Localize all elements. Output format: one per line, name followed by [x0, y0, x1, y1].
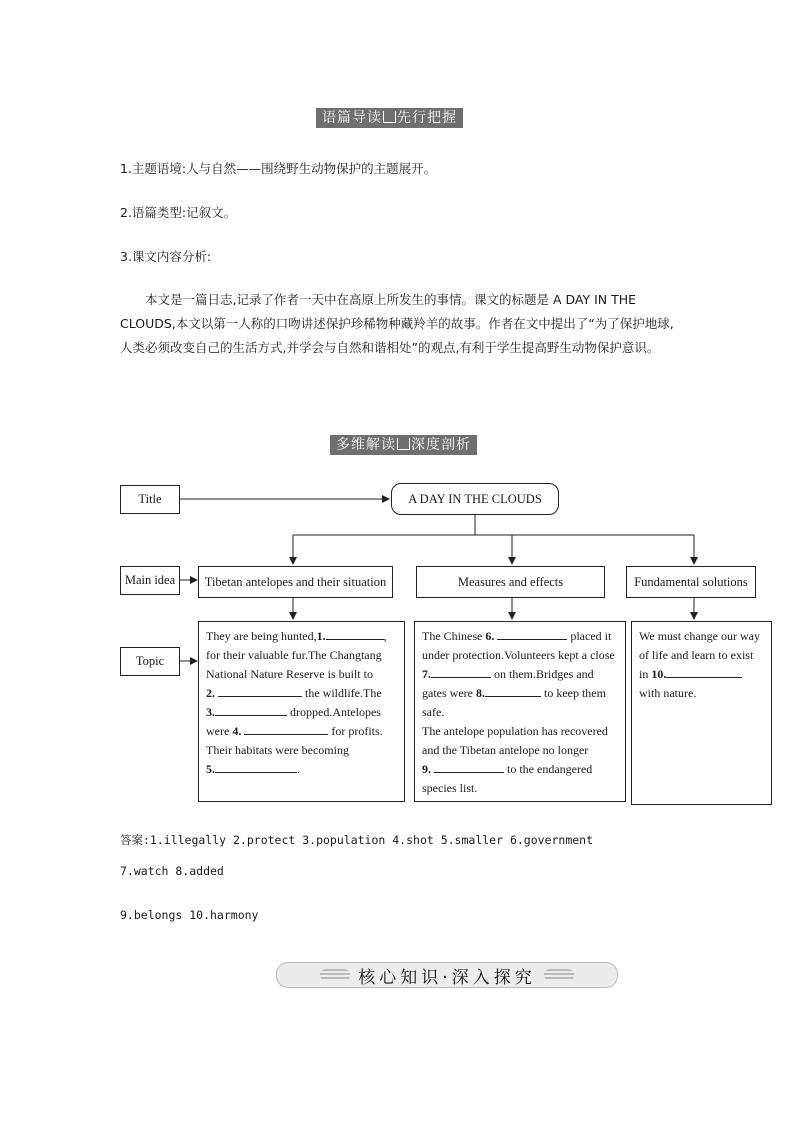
- title-label-box: Title: [120, 485, 180, 514]
- blank-number-2: 2.: [206, 686, 215, 700]
- section-title-pill: [276, 962, 618, 988]
- banner-right-text: 深度剖析: [411, 437, 471, 453]
- answer-blank-2[interactable]: [218, 684, 302, 697]
- topic-label-box: Topic: [120, 647, 180, 676]
- blank-number-4: 4.: [232, 724, 242, 738]
- answers-line-2: 7.watch 8.added: [120, 864, 224, 878]
- blank-number-1: 1.: [316, 629, 326, 643]
- banner-right-text: 先行把握: [397, 110, 457, 126]
- answer-blank-3[interactable]: [215, 703, 287, 716]
- answers-line-1: 答案:1.illegally 2.protect 3.population 4.shot 5.smaller 6.government: [120, 833, 594, 847]
- answer-blank-8[interactable]: [485, 684, 541, 697]
- intro-item-2: 2.语篇类型:记叙文。: [120, 205, 237, 220]
- intro-item-3: 3.课文内容分析:: [120, 249, 212, 264]
- decorative-stripes-right: [544, 969, 574, 981]
- answer-blank-9[interactable]: [434, 760, 504, 773]
- col1-heading-box: Tibetan antelopes and their situation: [198, 566, 393, 598]
- intro-item-1: 1.主题语境:人与自然——围绕野生动物保护的主题展开。: [120, 161, 437, 176]
- answers-line-3: 9.belongs 10.harmony: [120, 908, 259, 922]
- blank-number-8: 8.: [475, 686, 485, 700]
- blank-number-6: 6.: [485, 629, 495, 643]
- topic-box-situation: They are being hunted,1. , for their valuable fur.The Changtang National Nature Reserve is built to 2. the wildlife.The 3. dropped.Antelopes were 4. for profits. Their habitats were becoming 5. .: [198, 621, 405, 802]
- blank-number-3: 3.: [206, 705, 215, 719]
- answer-blank-1[interactable]: [326, 627, 384, 640]
- col3-heading-box: Fundamental solutions: [626, 566, 756, 598]
- decorative-stripes-left: [320, 969, 350, 981]
- answer-blank-7[interactable]: [431, 665, 491, 678]
- blank-number-5: 5.: [206, 762, 215, 776]
- banner-left-text: 语篇导读: [322, 110, 382, 126]
- topic-box-measures: The Chinese 6. placed it under protection.Volunteers kept a close 7. on them.Bridges and gates were 8. to keep them safe. The antelope population has recovered and the Tibetan antelope no longer 9. to the endangered species list.: [414, 621, 626, 802]
- section-title-text: 核心知识·深入探究: [358, 967, 536, 988]
- blank-number-7: 7.: [422, 667, 431, 681]
- answer-blank-6[interactable]: [497, 627, 567, 640]
- blank-number-10: 10.: [651, 667, 667, 681]
- title-value-box: A DAY IN THE CLOUDS: [391, 483, 559, 515]
- topic-box-solutions: We must change our way of life and learn to exist in 10. with nature.: [631, 621, 772, 805]
- answer-blank-4[interactable]: [244, 722, 328, 735]
- answer-blank-10[interactable]: [666, 665, 742, 678]
- banner-left-text: 多维解读: [336, 437, 396, 453]
- answer-blank-5[interactable]: [215, 760, 297, 773]
- main-idea-label-box: Main idea: [120, 566, 180, 595]
- blank-number-9: 9.: [422, 762, 431, 776]
- col2-heading-box: Measures and effects: [416, 566, 605, 598]
- analysis-paragraph: 本文是一篇日志,记录了作者一天中在高原上所发生的事情。课文的标题是 A DAY IN THE CLOUDS,本文以第一人称的口吻讲述保护珍稀物种藏羚羊的故事。作者在文中提出了“为了保护地球,人类必须改变自己的生活方式,并学会与自然和谐相处”的观点,有利于学生提高野生动物保护意识。: [120, 292, 674, 355]
